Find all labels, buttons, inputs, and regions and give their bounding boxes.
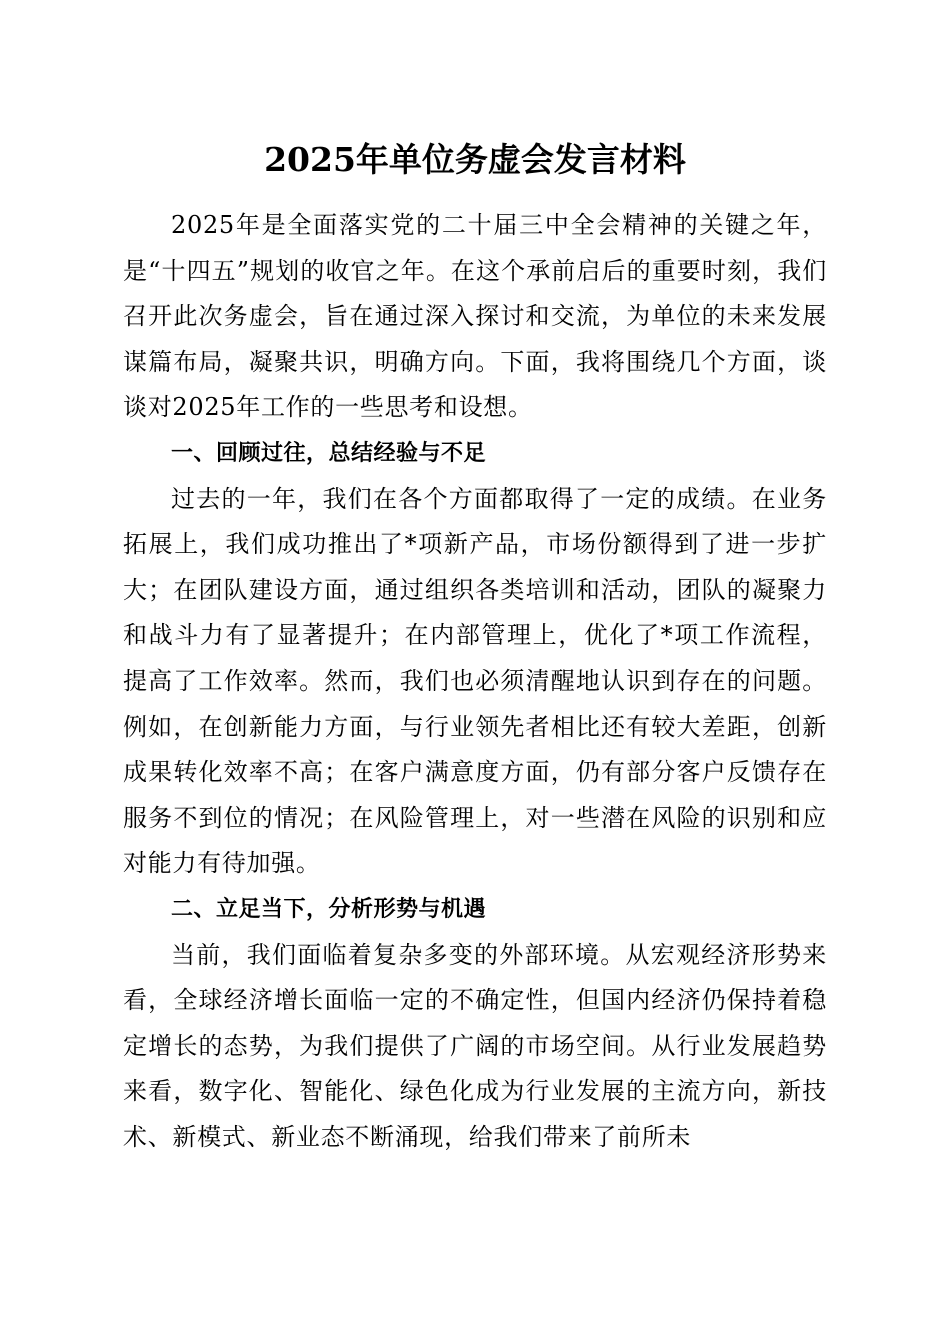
section-heading-situation: 二、立足当下，分析形势与机遇	[171, 896, 487, 922]
section-heading-review: 一、回顾过往，总结经验与不足	[171, 440, 487, 466]
review-paragraph: 过去的一年，我们在各个方面都取得了一定的成绩。在业务拓展上，我们成功推出了*项新产品，市场份额得到了进一步扩大；在团队建设方面，通过组织各类培训和活动，团队的凝聚力和战斗力有了显著提升；在内部管理上，优化了*项工作流程，提高了工作效率。然而，我们也必须清醒地认识到存在的问题。例如，在创新能力方面，与行业领先者相比还有较大差距，创新成果转化效率不高；在客户满意度方面，仍有部分客户反馈存在服务不到位的情况；在风险管理上，对一些潜在风险的识别和应对能力有待加强。	[123, 484, 827, 878]
document-title: 2025年单位务虚会发言材料	[264, 140, 686, 179]
document-body	[123, 203, 827, 1160]
situation-paragraph: 当前，我们面临着复杂多变的外部环境。从宏观经济形势来看，全球经济增长面临一定的不确定性，但国内经济仍保持着稳定增长的态势，为我们提供了广阔的市场空间。从行业发展趋势来看，数字化、智能化、绿色化成为行业发展的主流方向，新技术、新模式、新业态不断涌现，给我们带来了前所未	[123, 940, 827, 1151]
intro-paragraph: 2025年是全面落实党的二十届三中全会精神的关键之年，是“十四五”规划的收官之年。在这个承前启后的重要时刻，我们召开此次务虚会，旨在通过深入探讨和交流，为单位的未来发展谋篇布局，凝聚共识，明确方向。下面，我将围绕几个方面，谈谈对2025年工作的一些思考和设想。	[123, 211, 827, 422]
